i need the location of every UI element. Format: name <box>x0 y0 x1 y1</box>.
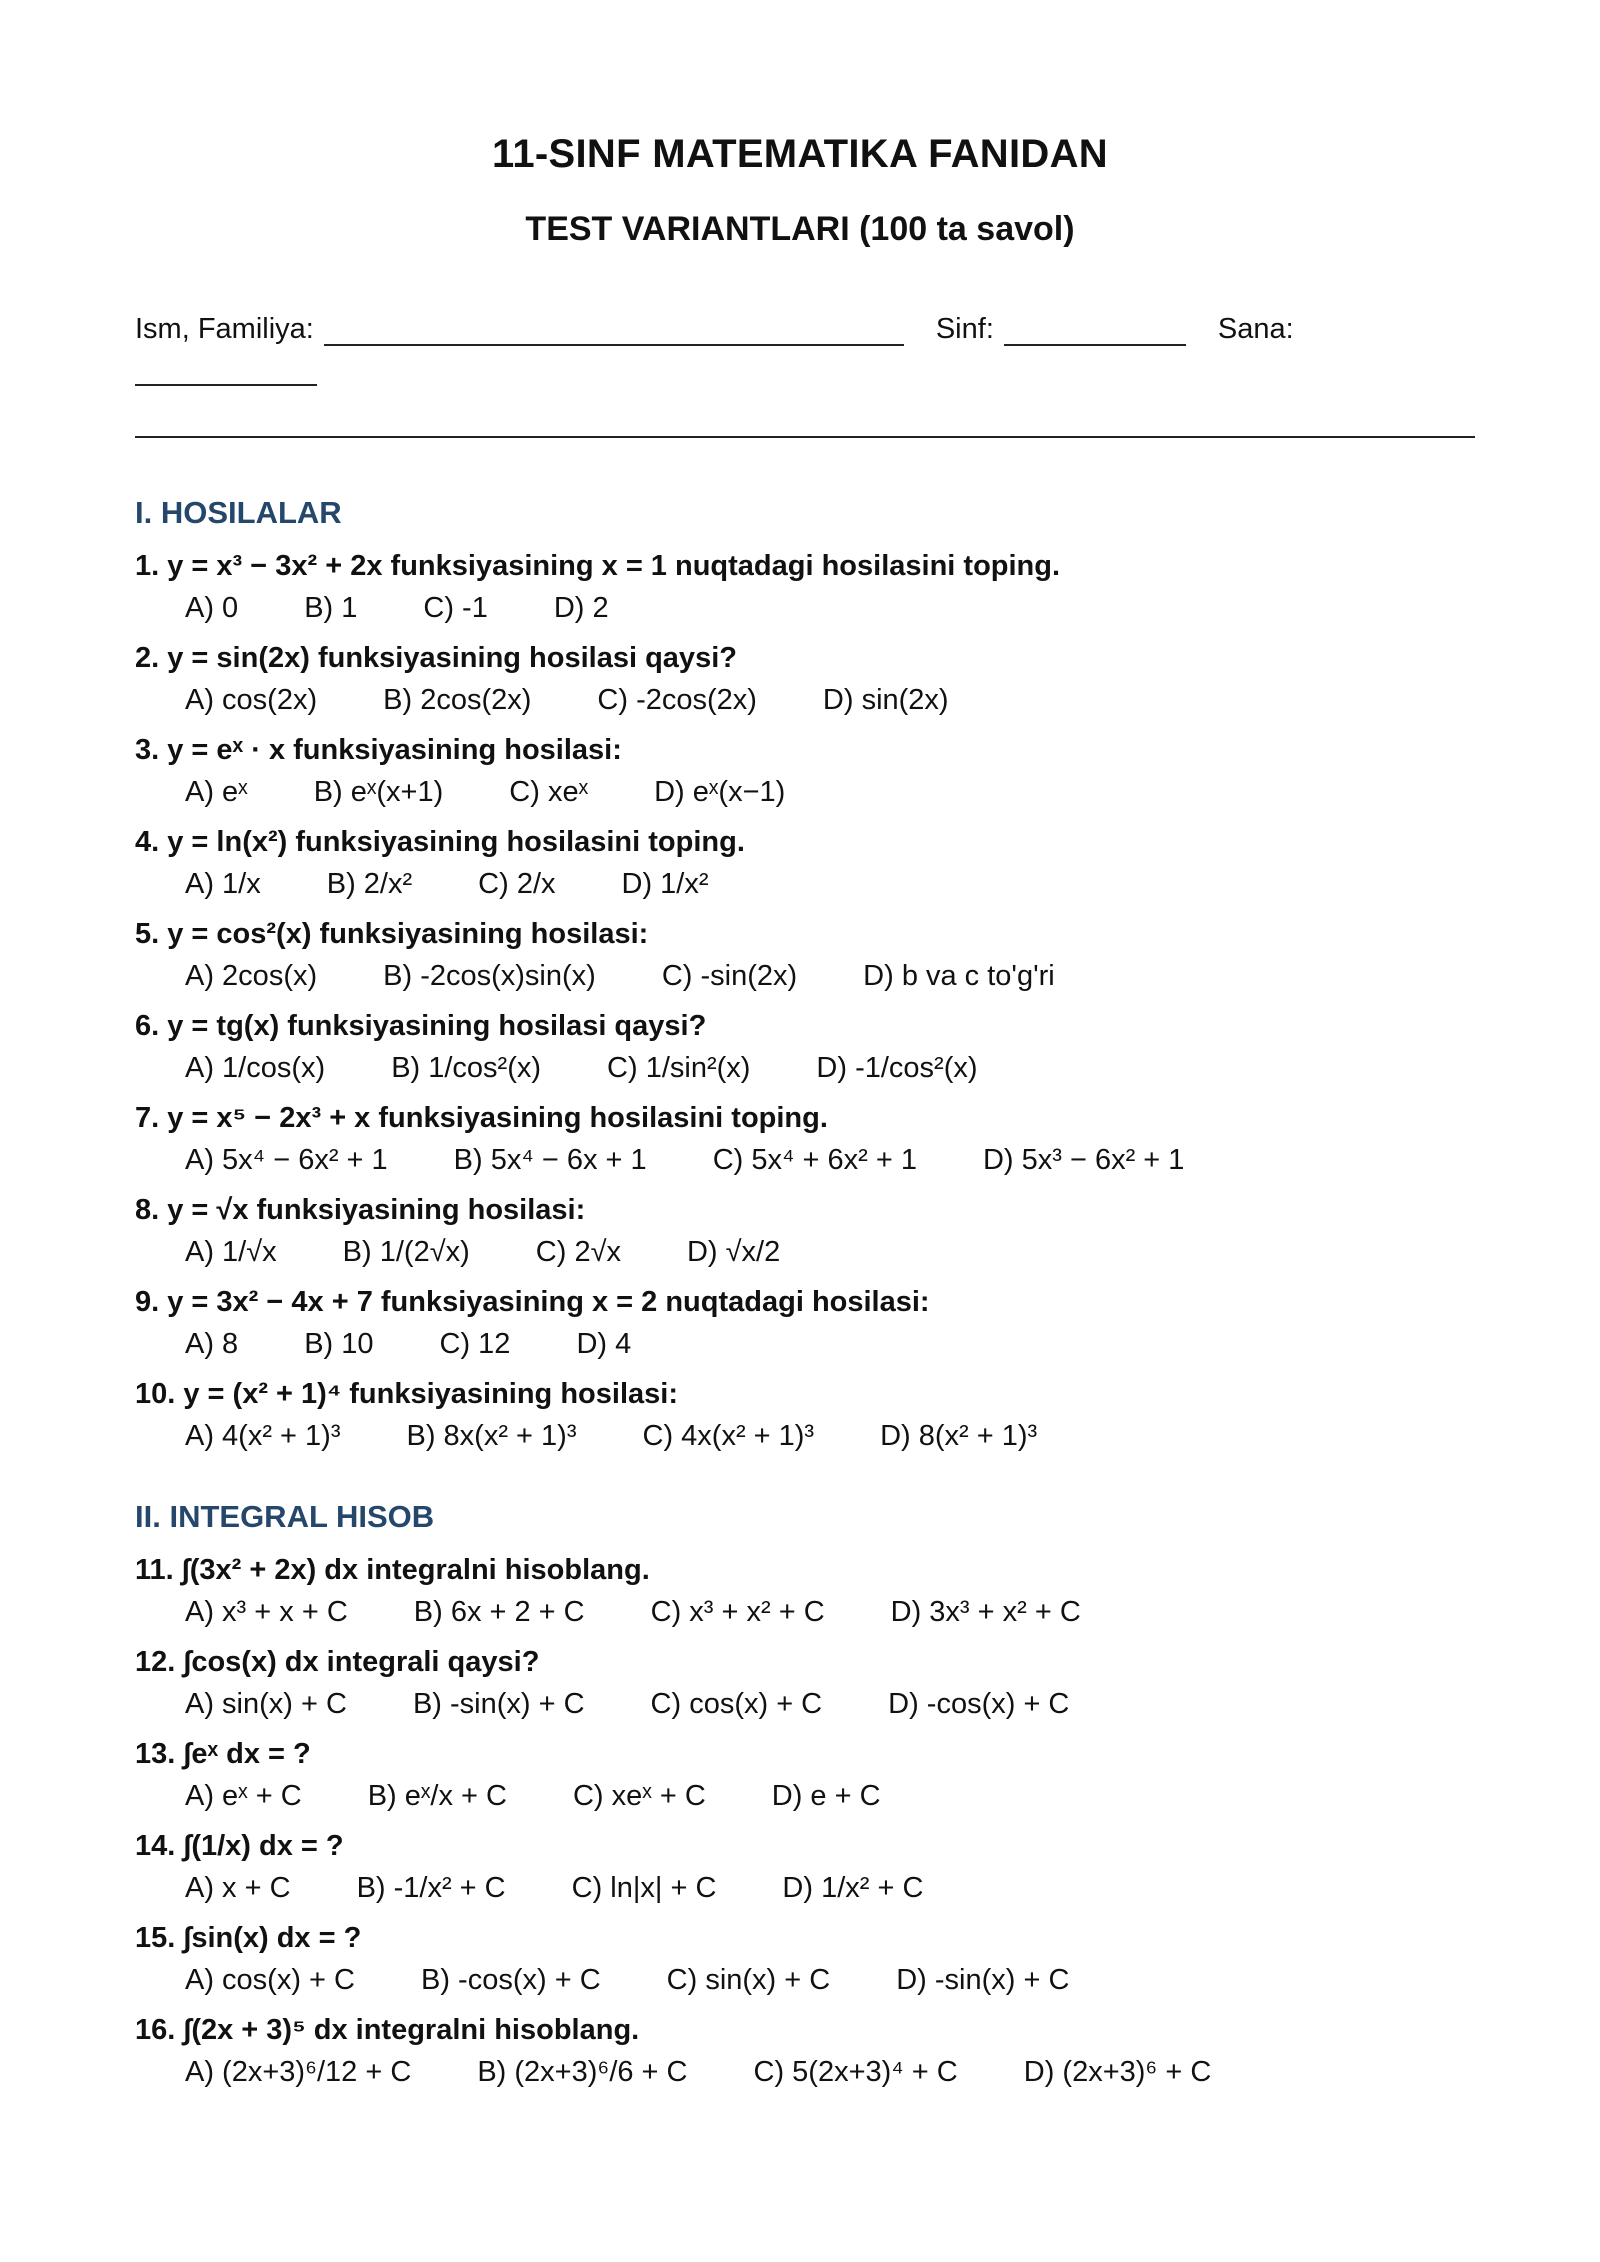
question-item <box>135 1732 1475 1824</box>
answer-option[interactable]: A) 1/x <box>185 868 261 900</box>
answer-option[interactable]: A) 0 <box>185 592 239 624</box>
header-divider <box>135 436 1475 438</box>
answer-option[interactable]: A) x³ + x + C <box>185 1596 348 1628</box>
student-info-row <box>135 306 1475 346</box>
date-label: Sana: <box>1217 313 1294 345</box>
question-item <box>135 1004 1475 1096</box>
answer-option[interactable]: B) 2cos(2x) <box>383 684 532 716</box>
class-blank[interactable] <box>1004 316 1186 346</box>
answer-options <box>135 680 1475 728</box>
answer-option[interactable]: A) 2cos(x) <box>185 960 318 992</box>
answer-option[interactable]: A) 8 <box>185 1328 239 1360</box>
answer-option[interactable]: A) sin(x) + C <box>185 1688 347 1720</box>
page-subtitle: TEST VARIANTLARI (100 ta savol) <box>525 210 1075 248</box>
class-label: Sinf: <box>935 313 994 345</box>
section-title: II. INTEGRAL HISOB <box>135 1499 435 1534</box>
answer-option[interactable]: D) eˣ(x−1) <box>654 776 786 808</box>
answer-option[interactable]: A) eˣ <box>185 776 248 808</box>
answer-options <box>135 772 1475 820</box>
answer-option[interactable]: C) x³ + x² + C <box>650 1596 825 1628</box>
question-text: 13. ∫eˣ dx = ? <box>135 1738 311 1770</box>
answer-option[interactable]: D) 4 <box>576 1328 632 1360</box>
answer-option[interactable]: B) 10 <box>304 1328 374 1360</box>
answer-options <box>135 1960 1475 2008</box>
answer-option[interactable]: A) 5x⁴ − 6x² + 1 <box>185 1144 388 1176</box>
question-text: 5. y = cos²(x) funksiyasining hosilasi: <box>135 918 649 950</box>
answer-option[interactable]: D) 5x³ − 6x² + 1 <box>982 1144 1185 1176</box>
question-item <box>135 728 1475 820</box>
answer-option[interactable]: B) eˣ(x+1) <box>313 776 444 808</box>
question-item <box>135 1824 1475 1916</box>
answer-option[interactable]: D) 2 <box>553 592 609 624</box>
question-text: 11. ∫(3x² + 2x) dx integralni hisoblang. <box>135 1554 650 1586</box>
question-item <box>135 1548 1475 1640</box>
answer-option[interactable]: D) 8(x² + 1)³ <box>880 1420 1038 1452</box>
answer-options <box>135 1592 1475 1640</box>
question-text: 12. ∫cos(x) dx integrali qaysi? <box>135 1646 540 1678</box>
question-item <box>135 912 1475 1004</box>
question-text: 10. y = (x² + 1)⁴ funksiyasining hosilasi: <box>135 1378 678 1410</box>
answer-options <box>135 1684 1475 1732</box>
answer-option[interactable]: D) -sin(x) + C <box>896 1964 1070 1996</box>
answer-option[interactable]: C) 1/sin²(x) <box>607 1052 751 1084</box>
answer-options <box>135 1324 1475 1372</box>
answer-option[interactable]: B) -1/x² + C <box>356 1872 506 1904</box>
answer-options <box>135 1140 1475 1188</box>
answer-option[interactable]: D) sin(2x) <box>822 684 949 716</box>
questions-content <box>135 490 1475 2100</box>
date-blank[interactable] <box>135 356 317 386</box>
answer-option[interactable]: C) sin(x) + C <box>666 1964 831 1996</box>
answer-option[interactable]: A) x + C <box>185 1872 291 1904</box>
answer-options <box>135 2052 1475 2100</box>
answer-option[interactable]: A) 1/cos(x) <box>185 1052 326 1084</box>
answer-options <box>135 864 1475 912</box>
answer-option[interactable]: D) -1/cos²(x) <box>816 1052 978 1084</box>
answer-option[interactable]: C) xeˣ <box>509 776 589 808</box>
answer-option[interactable]: A) cos(2x) <box>185 684 318 716</box>
answer-option[interactable]: D) e + C <box>771 1780 881 1812</box>
answer-option[interactable]: B) 2/x² <box>326 868 413 900</box>
answer-options <box>135 1416 1475 1464</box>
answer-option[interactable]: C) 5x⁴ + 6x² + 1 <box>712 1144 917 1176</box>
answer-option[interactable]: D) -cos(x) + C <box>888 1688 1070 1720</box>
answer-option[interactable]: A) 4(x² + 1)³ <box>185 1420 341 1452</box>
answer-option[interactable]: B) -sin(x) + C <box>412 1688 585 1720</box>
question-item <box>135 1280 1475 1372</box>
answer-option[interactable]: A) eˣ + C <box>185 1780 302 1812</box>
question-text: 16. ∫(2x + 3)⁵ dx integralni hisoblang. <box>135 2014 640 2046</box>
question-text: 1. y = x³ − 3x² + 2x funksiyasining x = 1 nuqtadagi hosilasini toping. <box>135 550 1061 582</box>
answer-option[interactable]: C) cos(x) + C <box>650 1688 823 1720</box>
question-text: 2. y = sin(2x) funksiyasining hosilasi qaysi? <box>135 642 737 674</box>
question-text: 4. y = ln(x²) funksiyasining hosilasini toping. <box>135 826 745 858</box>
question-item <box>135 1372 1475 1464</box>
question-item <box>135 2008 1475 2100</box>
name-blank[interactable] <box>324 316 904 346</box>
answer-option[interactable]: C) 5(2x+3)⁴ + C <box>753 2056 958 2088</box>
question-item <box>135 544 1475 636</box>
answer-options <box>135 1868 1475 1916</box>
question-item <box>135 1188 1475 1280</box>
question-text: 3. y = eˣ · x funksiyasining hosilasi: <box>135 734 622 766</box>
answer-option[interactable]: C) ln|x| + C <box>571 1872 717 1904</box>
question-item <box>135 820 1475 912</box>
student-info <box>135 306 1475 386</box>
answer-option[interactable]: B) -cos(x) + C <box>421 1964 601 1996</box>
question-text: 6. y = tg(x) funksiyasining hosilasi qaysi? <box>135 1010 707 1042</box>
answer-option[interactable]: C) -1 <box>423 592 488 624</box>
question-item <box>135 1916 1475 2008</box>
answer-option[interactable]: C) -2cos(2x) <box>597 684 757 716</box>
answer-option[interactable]: D) 1/x² <box>621 868 709 900</box>
question-text: 15. ∫sin(x) dx = ? <box>135 1922 362 1954</box>
question-item <box>135 1096 1475 1188</box>
answer-option[interactable]: B) (2x+3)⁶/6 + C <box>477 2056 688 2088</box>
name-label: Ism, Familiya: <box>135 313 314 345</box>
answer-option[interactable]: B) 1/cos²(x) <box>391 1052 542 1084</box>
answer-option[interactable]: C) -sin(2x) <box>661 960 798 992</box>
answer-option[interactable]: C) xeˣ + C <box>572 1780 706 1812</box>
answer-option[interactable]: B) -2cos(x)sin(x) <box>383 960 596 992</box>
page-title: 11-SINF MATEMATIKA FANIDAN <box>492 132 1108 176</box>
question-text: 14. ∫(1/x) dx = ? <box>135 1830 344 1862</box>
answer-option[interactable]: B) 1/(2√x) <box>342 1236 470 1268</box>
answer-option[interactable]: C) 4x(x² + 1)³ <box>642 1420 815 1452</box>
answer-option[interactable]: B) 1 <box>304 592 358 624</box>
answer-option[interactable]: B) 8x(x² + 1)³ <box>406 1420 577 1452</box>
answer-option[interactable]: B) 5x⁴ − 6x + 1 <box>453 1144 647 1176</box>
answer-option[interactable]: D) b va c to'g'ri <box>863 960 1055 992</box>
answer-option[interactable]: D) 3x³ + x² + C <box>890 1596 1081 1628</box>
answer-options <box>135 1048 1475 1096</box>
section-title: I. HOSILALAR <box>135 495 342 530</box>
answer-option[interactable]: A) (2x+3)⁶/12 + C <box>185 2056 412 2088</box>
question-text: 9. y = 3x² − 4x + 7 funksiyasining x = 2 nuqtadagi hosilasi: <box>135 1286 930 1318</box>
question-text: 7. y = x⁵ − 2x³ + x funksiyasining hosilasini toping. <box>135 1102 828 1134</box>
answer-options <box>135 1232 1475 1280</box>
answer-option[interactable]: A) 1/√x <box>185 1236 277 1268</box>
answer-option[interactable]: C) 2√x <box>535 1236 621 1268</box>
answer-option[interactable]: B) eˣ/x + C <box>367 1780 507 1812</box>
question-text: 8. y = √x funksiyasining hosilasi: <box>135 1194 586 1226</box>
answer-option[interactable]: D) √x/2 <box>686 1236 781 1268</box>
question-item <box>135 636 1475 728</box>
answer-options <box>135 956 1475 1004</box>
answer-options <box>135 588 1475 636</box>
answer-option[interactable]: B) 6x + 2 + C <box>413 1596 585 1628</box>
answer-option[interactable]: C) 2/x <box>478 868 556 900</box>
date-blank-row <box>135 346 1475 386</box>
answer-option[interactable]: D) (2x+3)⁶ + C <box>1023 2056 1212 2088</box>
answer-options <box>135 1776 1475 1824</box>
answer-option[interactable]: A) cos(x) + C <box>185 1964 355 1996</box>
answer-option[interactable]: C) 12 <box>439 1328 511 1360</box>
answer-option[interactable]: D) 1/x² + C <box>782 1872 924 1904</box>
question-item <box>135 1640 1475 1732</box>
